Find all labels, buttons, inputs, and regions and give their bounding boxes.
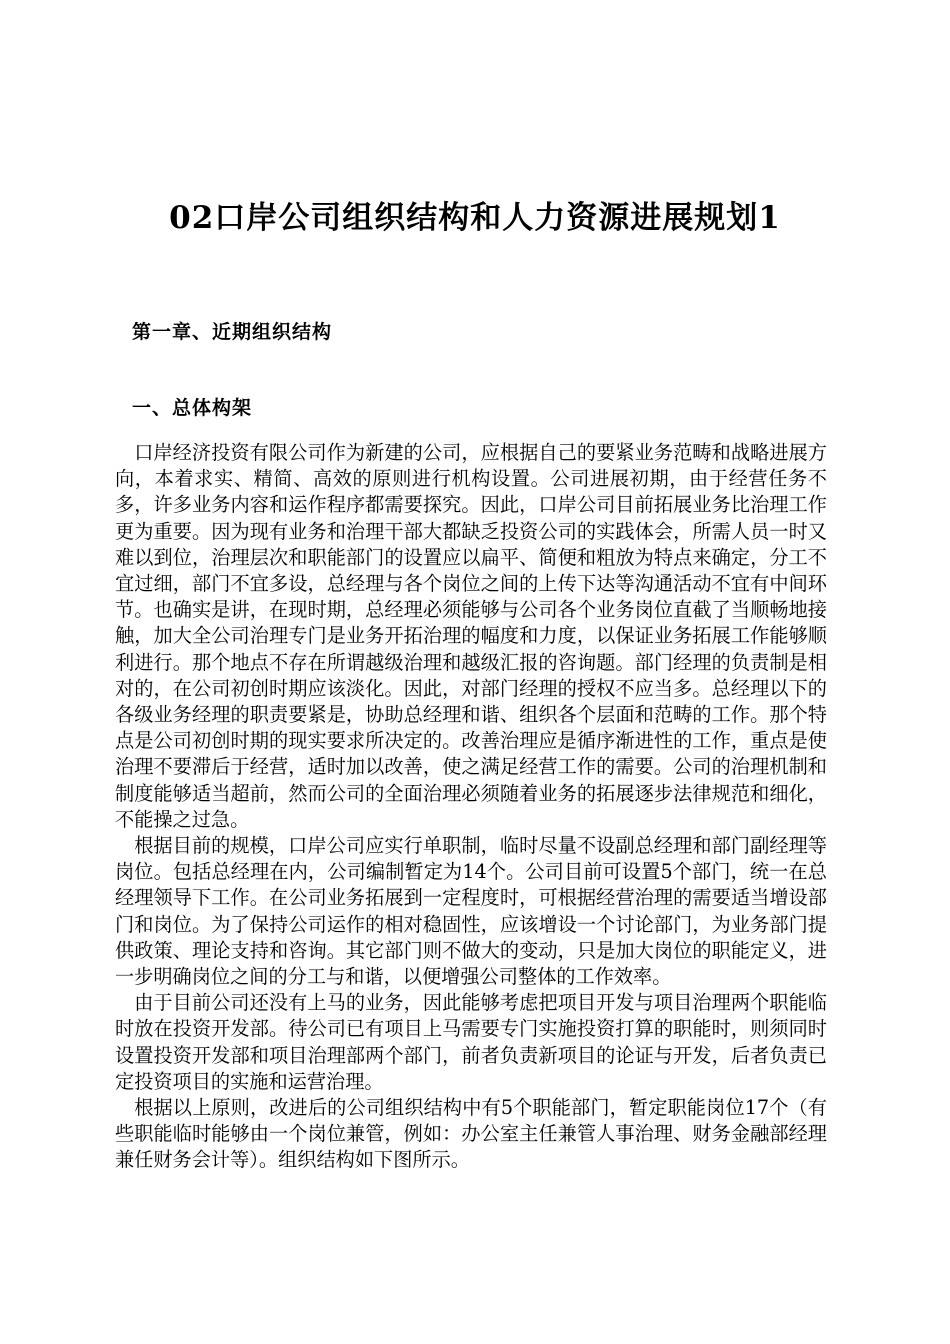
- section-heading: 一、总体构架: [132, 397, 253, 419]
- paragraph-staffing: 根据目前的规模，口岸公司应实行单职制，临时尽量不设副总经理和部门副经理等岗位。包括总经理在内，公司编制暂定为14个。公司目前可设置5个部门，统一在总经理领导下工作。在公司业务拓展到一定程度时，可根据经营治理的需要适当增设部门和岗位。为了保持公司运作的相对稳固性，应该增设一个讨论部门，为业务部门提供政策、理论支持和咨询。其它部门则不做大的变动，只是加大岗位的职能定义，进一步明确岗位之间的分工与和谐，以便增强公司整体的工作效率。: [115, 834, 827, 989]
- paragraph-overview: 口岸经济投资有限公司作为新建的公司，应根据自己的要紧业务范畴和战略进展方向，本着求实、精简、高效的原则进行机构设置。公司进展初期，由于经营任务不多，许多业务内容和运作程序都需要探究。因此，口岸公司目前拓展业务比治理工作更为重要。因为现有业务和治理干部大都缺乏投资公司的实践体会，所需人员一时又难以到位，治理层次和职能部门的设置应以扁平、简便和粗放为特点来确定，分工不宜过细，部门不宜多设，总经理与各个岗位之间的上传下达等沟通活动不宜有中间环节。也确实是讲，在现时期，总经理必须能够与公司各个业务岗位直截了当顺畅地接触，加大全公司治理专门是业务开拓治理的幅度和力度，以保证业务拓展工作能够顺利进行。那个地点不存在所谓越级治理和越级汇报的咨询题。部门经理的负责制是相对的，在公司初创时期应该淡化。因此，对部门经理的授权不应当多。总经理以下的各级业务经理的职责要紧是，协助总经理和谐、组织各个层面和范畴的工作。那个特点是公司初创时期的现实要求所决定的。改善治理应是循序渐进性的工作，重点是使治理不要滞后于经营，适时加以改善，使之满足经营工作的需要。公司的治理机制和制度能够适当超前，然而公司的全面治理必须随着业务的拓展逐步法律规范和细化，不能操之过急。: [115, 441, 827, 831]
- paragraph-structure-summary: 根据以上原则，改进后的公司组织结构中有5个职能部门，暂定职能岗位17个（有些职能临时能够由一个岗位兼管，例如：办公室主任兼管人事治理、财务金融部经理兼任财务会计等）。组织结构如下图所示。: [115, 1096, 827, 1172]
- chapter-heading: 第一章、近期组织结构: [132, 321, 333, 343]
- document-title: 02口岸公司组织结构和人力资源进展规划1: [169, 200, 781, 236]
- paragraph-project-functions: 由于目前公司还没有上马的业务，因此能够考虑把项目开发与项目治理两个职能临时放在投资开发部。待公司已有项目上马需要专门实施投资打算的职能时，则须同时设置投资开发部和项目治理部两个部门，前者负责新项目的论证与开发，后者负责已定投资项目的实施和运营治理。: [115, 991, 827, 1093]
- body-text: [115, 440, 827, 1174]
